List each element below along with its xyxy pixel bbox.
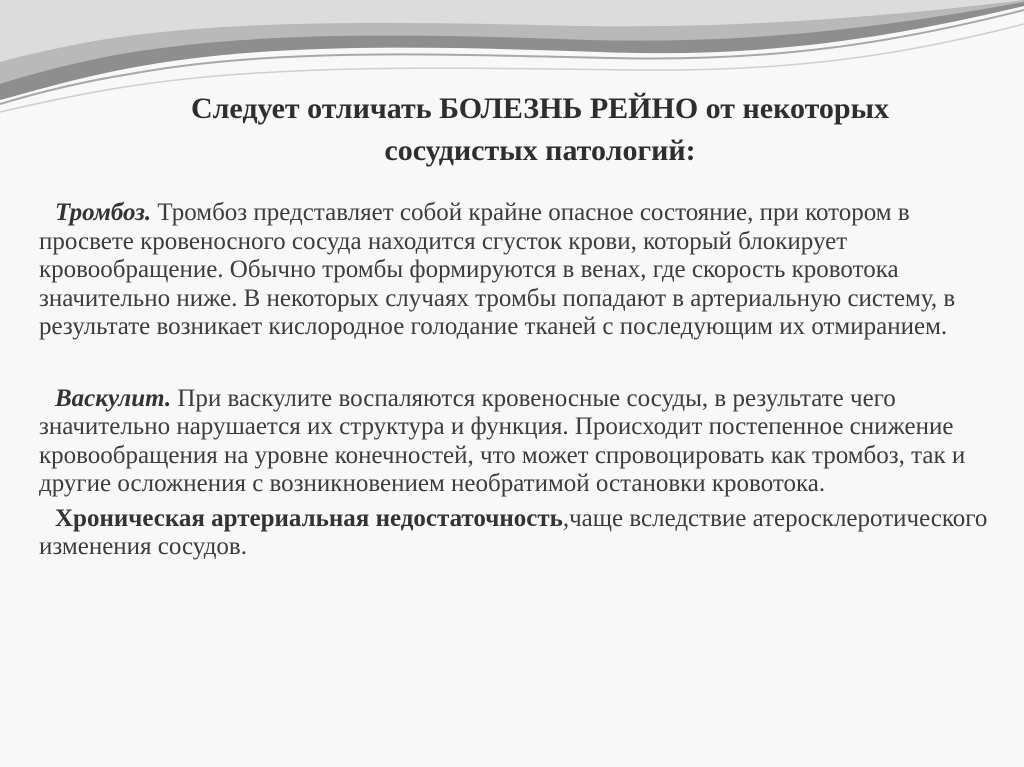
slide-title	[100, 88, 980, 172]
term-arterial-insufficiency: Хроническая артериальная недостаточность	[55, 504, 563, 532]
paragraph-thrombosis	[39, 199, 999, 342]
text-thrombosis: Тромбоз представляет собой крайне опасное состояние, при котором в просвете кровеносного сосуда находится сгусток крови, который блокирует кровообращение. Обычно тромбы формируются в венах, где скорость кровотока значительно ниже. В некоторых случаях тромбы попадают в артериальную систему, в результате возникает кислородное голодание тканей с последующим их отмиранием.	[39, 199, 956, 340]
text-arterial-insufficiency: ,чаще вследствие атеросклеротического изменения сосудов.	[39, 504, 988, 560]
paragraph-arterial-insufficiency	[39, 505, 999, 562]
text-vasculitis: При васкулите воспаляются кровеносные сосуды, в результате чего значительно нарушается их структура и функция. Происходит постепенное снижение кровообращения на уровне конечностей, что может спровоцировать как тромбоз, так и другие осложнения с возникновением необратимой остановки кровотока.	[39, 384, 966, 497]
slide-title-line-1: Следует отличать БОЛЕЗНЬ РЕЙНО от некоторых	[190, 92, 890, 125]
term-thrombosis: Тромбоз.	[55, 199, 152, 226]
slide-title-line-2: сосудистых патологий:	[384, 134, 696, 167]
slide-body	[39, 199, 999, 562]
paragraph-vasculitis	[39, 385, 999, 499]
term-vasculitis: Васкулит.	[55, 384, 172, 412]
